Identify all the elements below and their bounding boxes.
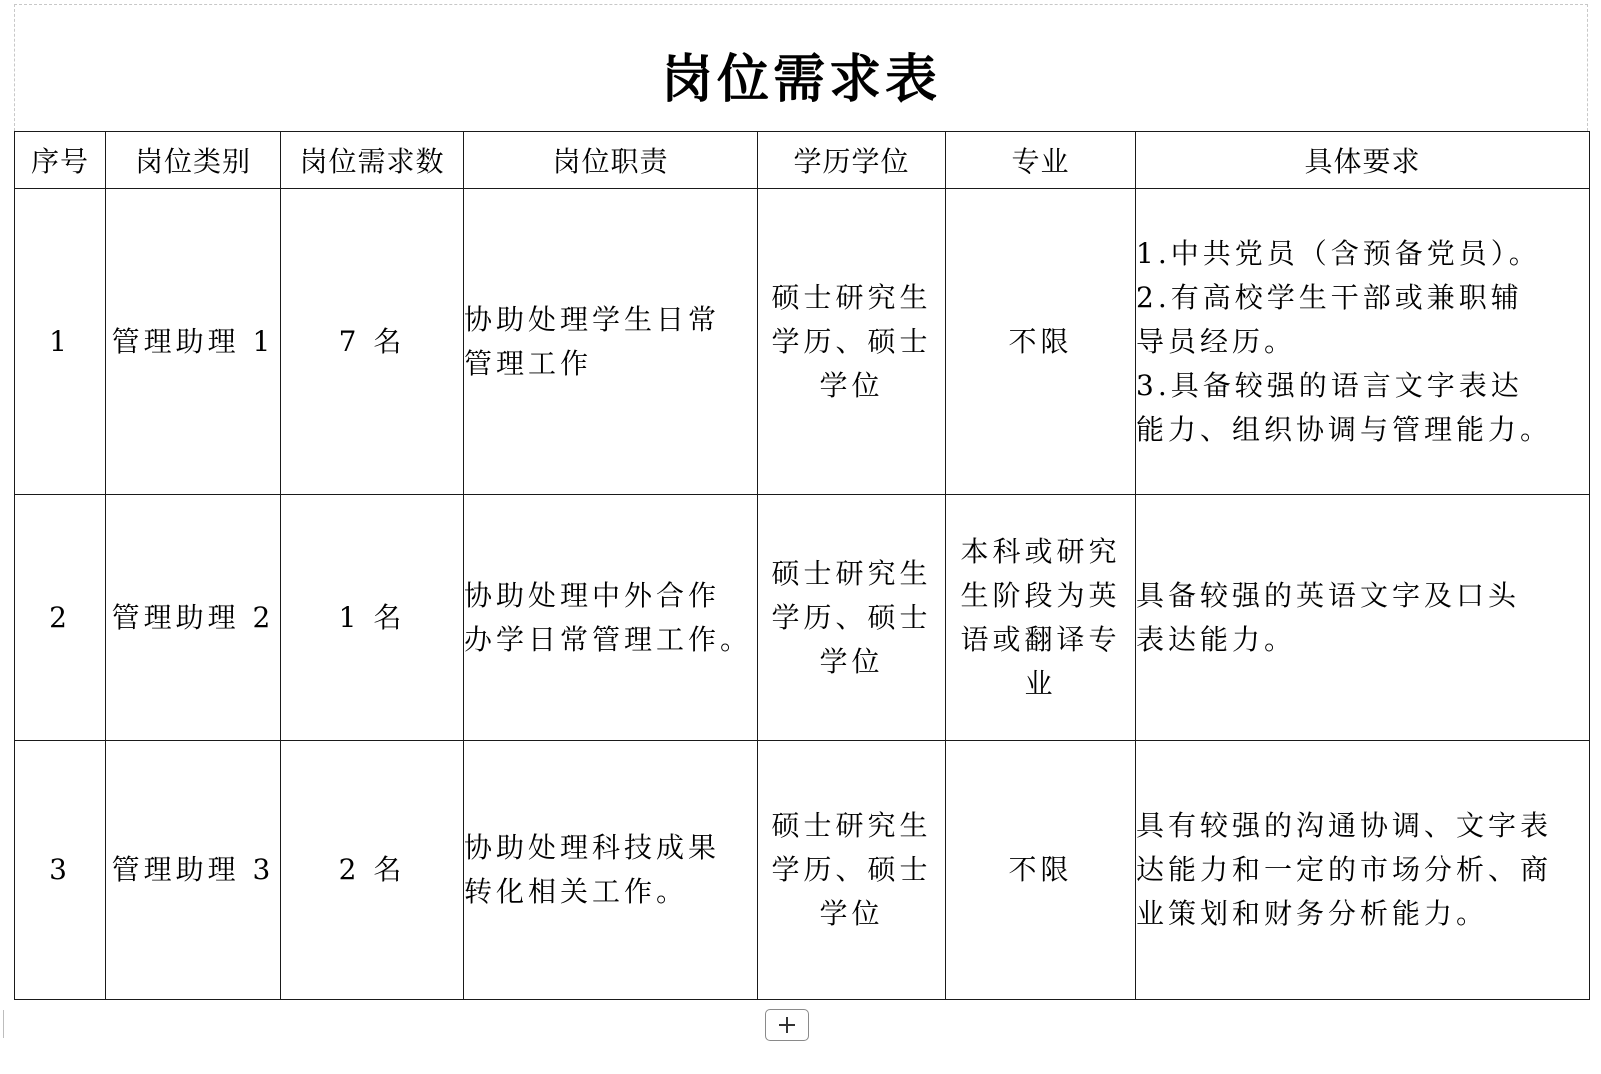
requirement-line: 能力、组织协调与管理能力。 (1136, 412, 1553, 446)
cell-degree (758, 741, 946, 1000)
table-row (15, 495, 1590, 741)
requirement-line: 表达能力。 (1136, 622, 1297, 656)
cell-requirements (1136, 741, 1590, 1000)
table-row (15, 189, 1590, 495)
major-line: 本科或研究 (960, 534, 1121, 568)
requirement-line: 导员经历。 (1136, 324, 1297, 358)
cell-degree (758, 189, 946, 495)
table-row (15, 741, 1590, 1000)
requirement-line: 达能力和一定的市场分析、商 (1136, 853, 1553, 886)
add-row-button[interactable] (765, 1009, 809, 1041)
cell-major (946, 495, 1136, 741)
header-degree: 学历学位 (758, 132, 946, 189)
header-requirements: 具体要求 (1136, 132, 1590, 189)
cell-count: 1 名 (281, 495, 464, 741)
cell-index: 1 (15, 189, 106, 495)
degree-line: 硕士研究生 (771, 556, 932, 590)
degree-line: 学位 (819, 897, 884, 930)
degree-line: 学历、硕士 (771, 600, 932, 634)
requirement-line: 3.具备较强的语言文字表达 (1136, 368, 1523, 402)
header-row (15, 132, 1590, 189)
major-line: 语或翻译专 (960, 622, 1121, 656)
requirement-line: 1.中共党员（含预备党员）。 (1136, 236, 1541, 270)
duty-line: 管理工作 (464, 346, 593, 380)
text-cursor-mark (3, 1010, 4, 1038)
cell-requirements (1136, 189, 1590, 495)
cell-index: 2 (15, 495, 106, 741)
requirement-line: 业策划和财务分析能力。 (1136, 897, 1489, 930)
header-duty: 岗位职责 (464, 132, 758, 189)
header-count: 岗位需求数 (281, 132, 464, 189)
header-index: 序号 (15, 132, 106, 189)
duty-line: 协助处理中外合作 (464, 578, 721, 612)
major-line: 不限 (1008, 853, 1073, 886)
degree-line: 学位 (819, 644, 884, 678)
degree-line: 硕士研究生 (771, 809, 932, 842)
cell-index: 3 (15, 741, 106, 1000)
cell-category: 管理助理 1 (106, 189, 281, 495)
cell-major (946, 741, 1136, 1000)
cell-duty (464, 189, 758, 495)
requirements-table (14, 131, 1590, 1000)
degree-line: 硕士研究生 (771, 280, 932, 314)
requirement-line: 具备较强的英语文字及口头 (1136, 578, 1521, 612)
duty-line: 协助处理学生日常 (464, 302, 721, 336)
cell-major (946, 189, 1136, 495)
major-line: 生阶段为英 (960, 578, 1121, 612)
cell-requirements (1136, 495, 1590, 741)
requirement-line: 2.有高校学生干部或兼职辅 (1136, 280, 1523, 314)
duty-line: 转化相关工作。 (464, 875, 689, 908)
requirement-line: 具有较强的沟通协调、文字表 (1136, 809, 1553, 842)
cell-category: 管理助理 2 (106, 495, 281, 741)
degree-line: 学历、硕士 (771, 853, 932, 886)
cell-count: 7 名 (281, 189, 464, 495)
cell-count: 2 名 (281, 741, 464, 1000)
duty-line: 协助处理科技成果 (464, 831, 721, 864)
header-major: 专业 (946, 132, 1136, 189)
plus-icon (777, 1015, 797, 1035)
title-area (14, 4, 1588, 131)
major-line: 不限 (1008, 324, 1073, 358)
cell-duty (464, 741, 758, 1000)
major-line: 业 (1024, 666, 1057, 700)
degree-line: 学位 (819, 368, 884, 402)
page-title: 岗位需求表 (660, 49, 941, 110)
duty-line: 办学日常管理工作。 (464, 622, 753, 656)
cell-duty (464, 495, 758, 741)
header-category: 岗位类别 (106, 132, 281, 189)
cell-degree (758, 495, 946, 741)
degree-line: 学历、硕士 (771, 324, 932, 358)
cell-category: 管理助理 3 (106, 741, 281, 1000)
